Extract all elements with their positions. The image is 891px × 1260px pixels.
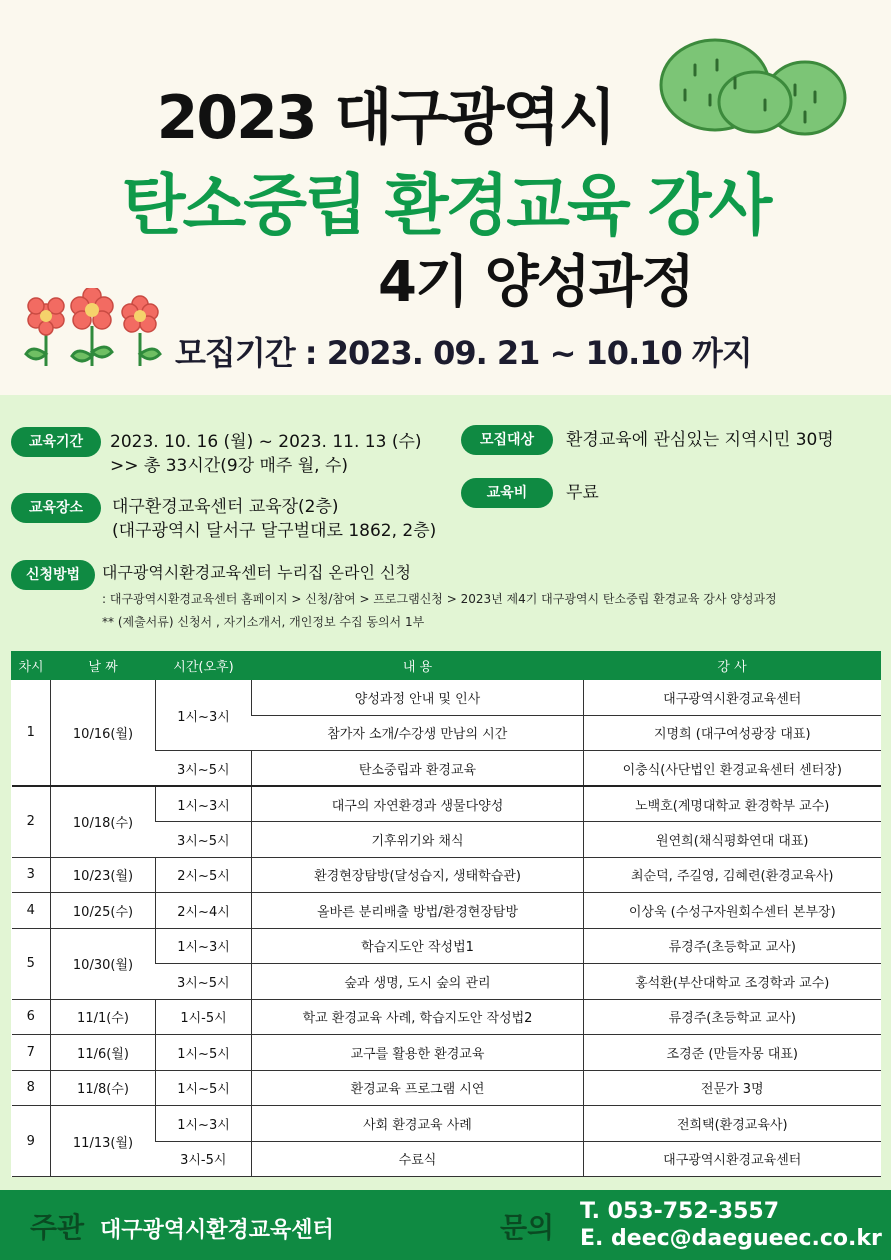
session-time: 1시-5시 <box>156 999 252 1035</box>
title-line-2: 탄소중립 환경교육 강사 <box>121 167 770 244</box>
session-lecturer: 홍석환(부산대학교 조경학과 교수) <box>584 964 881 1000</box>
session-number: 5 <box>12 928 51 999</box>
session-content: 환경교육 프로그램 시연 <box>252 1070 584 1106</box>
apply-label: 신청방법 <box>11 560 95 590</box>
session-lecturer: 지명희 (대구여성광장 대표) <box>584 715 881 751</box>
session-date: 11/13(월) <box>51 1106 156 1177</box>
table-row <box>12 999 881 1035</box>
table-row <box>12 893 881 929</box>
session-number: 7 <box>12 1035 51 1071</box>
session-number: 2 <box>12 786 51 857</box>
session-content: 참가자 소개/수강생 만남의 시간 <box>252 715 584 751</box>
contact-phone: T. 053-752-3557 <box>580 1199 780 1224</box>
session-lecturer: 조경준 (만들자몽 대표) <box>584 1035 881 1071</box>
table-row <box>12 1070 881 1106</box>
table-row <box>12 928 881 964</box>
header-lecturer: 강 사 <box>584 652 881 680</box>
session-number: 6 <box>12 999 51 1035</box>
session-number: 9 <box>12 1106 51 1177</box>
session-lecturer: 전희택(환경교육사) <box>584 1106 881 1142</box>
session-number: 8 <box>12 1070 51 1106</box>
period-line-1: 2023. 10. 16 (월) ~ 2023. 11. 13 (수) <box>110 432 422 452</box>
session-date: 11/1(수) <box>51 999 156 1035</box>
session-date: 10/25(수) <box>51 893 156 929</box>
apply-docs: ** (제출서류) 신청서 , 자기소개서, 개인정보 수집 동의서 1부 <box>102 615 425 629</box>
host-value: 대구광역시환경교육센터 <box>100 1218 334 1243</box>
header-session: 차시 <box>12 652 51 680</box>
session-number: 4 <box>12 893 51 929</box>
header-date: 날 짜 <box>51 652 156 680</box>
session-time: 3시~5시 <box>156 964 252 1000</box>
apply-value: 대구광역시환경교육센터 누리집 온라인 신청 <box>102 563 411 582</box>
session-lecturer: 류경주(초등학교 교사) <box>584 928 881 964</box>
session-lecturer: 류경주(초등학교 교사) <box>584 999 881 1035</box>
session-date: 10/18(수) <box>51 786 156 857</box>
session-content: 환경현장탐방(달성습지, 생태학습관) <box>252 857 584 893</box>
recruit-period: 모집기간 : 2023. 09. 21 ~ 10.10 까지 <box>175 334 752 372</box>
table-row <box>12 1106 881 1142</box>
session-time: 1시~3시 <box>156 1106 252 1142</box>
session-time: 2시~4시 <box>156 893 252 929</box>
session-time: 3시~5시 <box>156 822 252 858</box>
session-date: 10/23(월) <box>51 857 156 893</box>
session-content: 대구의 자연환경과 생물다양성 <box>252 786 584 822</box>
schedule-header-row <box>12 652 881 680</box>
session-time: 1시~3시 <box>156 680 252 751</box>
target-label: 모집대상 <box>461 425 553 455</box>
table-row <box>12 857 881 893</box>
session-lecturer: 최순덕, 주길영, 김혜련(환경교육사) <box>584 857 881 893</box>
session-lecturer: 이충식(사단법인 환경교육센터 센터장) <box>584 751 881 787</box>
session-content: 탄소중립과 환경교육 <box>252 751 584 787</box>
title-line-1: 2023 대구광역시 <box>156 83 615 153</box>
poster-header <box>0 0 891 395</box>
fee-label: 교육비 <box>461 478 553 508</box>
session-date: 11/6(월) <box>51 1035 156 1071</box>
session-content: 숲과 생명, 도시 숲의 관리 <box>252 964 584 1000</box>
session-lecturer: 대구광역시환경교육센터 <box>584 1141 881 1177</box>
table-row <box>12 786 881 822</box>
session-date: 10/16(월) <box>51 680 156 787</box>
session-lecturer: 원연희(채식평화연대 대표) <box>584 822 881 858</box>
session-content: 사회 환경교육 사례 <box>252 1106 584 1142</box>
session-content: 학교 환경교육 사례, 학습지도안 작성법2 <box>252 999 584 1035</box>
session-lecturer: 이상욱 (수성구자원회수센터 본부장) <box>584 893 881 929</box>
table-row <box>12 680 881 716</box>
title-line-3: 4기 양성과정 <box>378 250 693 315</box>
target-value: 환경교육에 관심있는 지역시민 30명 <box>566 430 834 450</box>
session-number: 3 <box>12 857 51 893</box>
session-content: 교구를 활용한 환경교육 <box>252 1035 584 1071</box>
period-line-2: >> 총 33시간(9강 매주 월, 수) <box>110 456 348 476</box>
session-time: 2시~5시 <box>156 857 252 893</box>
session-date: 11/8(수) <box>51 1070 156 1106</box>
place-label: 교육장소 <box>11 493 101 523</box>
place-line-1: 대구환경교육센터 교육장(2층) <box>112 497 339 517</box>
schedule-table <box>11 651 881 1177</box>
session-content: 수료식 <box>252 1141 584 1177</box>
session-time: 3시-5시 <box>156 1141 252 1177</box>
header-content: 내 용 <box>252 652 584 680</box>
session-time: 1시~5시 <box>156 1070 252 1106</box>
apply-path: : 대구광역시환경교육센터 홈페이지 > 신청/참여 > 프로그램신청 > 2023년 제4기 대구광역시 탄소중립 환경교육 강사 양성과정 <box>102 592 777 606</box>
period-label: 교육기간 <box>11 427 101 457</box>
fee-value: 무료 <box>566 483 599 503</box>
session-content: 기후위기와 채식 <box>252 822 584 858</box>
session-time: 3시~5시 <box>156 751 252 787</box>
place-line-2: (대구광역시 달서구 달구벌대로 1862, 2층) <box>112 521 437 541</box>
session-lecturer: 노백호(계명대학교 환경학부 교수) <box>584 786 881 822</box>
session-date: 10/30(월) <box>51 928 156 999</box>
header-time: 시간(오후) <box>156 652 252 680</box>
table-row <box>12 1035 881 1071</box>
session-content: 학습지도안 작성법1 <box>252 928 584 964</box>
footer <box>0 1190 891 1260</box>
contact-email: E. deec@daegueec.co.kr <box>580 1226 882 1251</box>
session-number: 1 <box>12 680 51 787</box>
session-time: 1시~3시 <box>156 928 252 964</box>
session-lecturer: 전문가 3명 <box>584 1070 881 1106</box>
contact-label: 문의 <box>500 1211 555 1244</box>
host-label: 주관 <box>30 1211 85 1244</box>
session-time: 1시~5시 <box>156 1035 252 1071</box>
session-content: 양성과정 안내 및 인사 <box>252 680 584 716</box>
session-lecturer: 대구광역시환경교육센터 <box>584 680 881 716</box>
session-time: 1시~3시 <box>156 786 252 822</box>
flower-illustration <box>22 288 162 368</box>
session-content: 올바른 분리배출 방법/환경현장탐방 <box>252 893 584 929</box>
